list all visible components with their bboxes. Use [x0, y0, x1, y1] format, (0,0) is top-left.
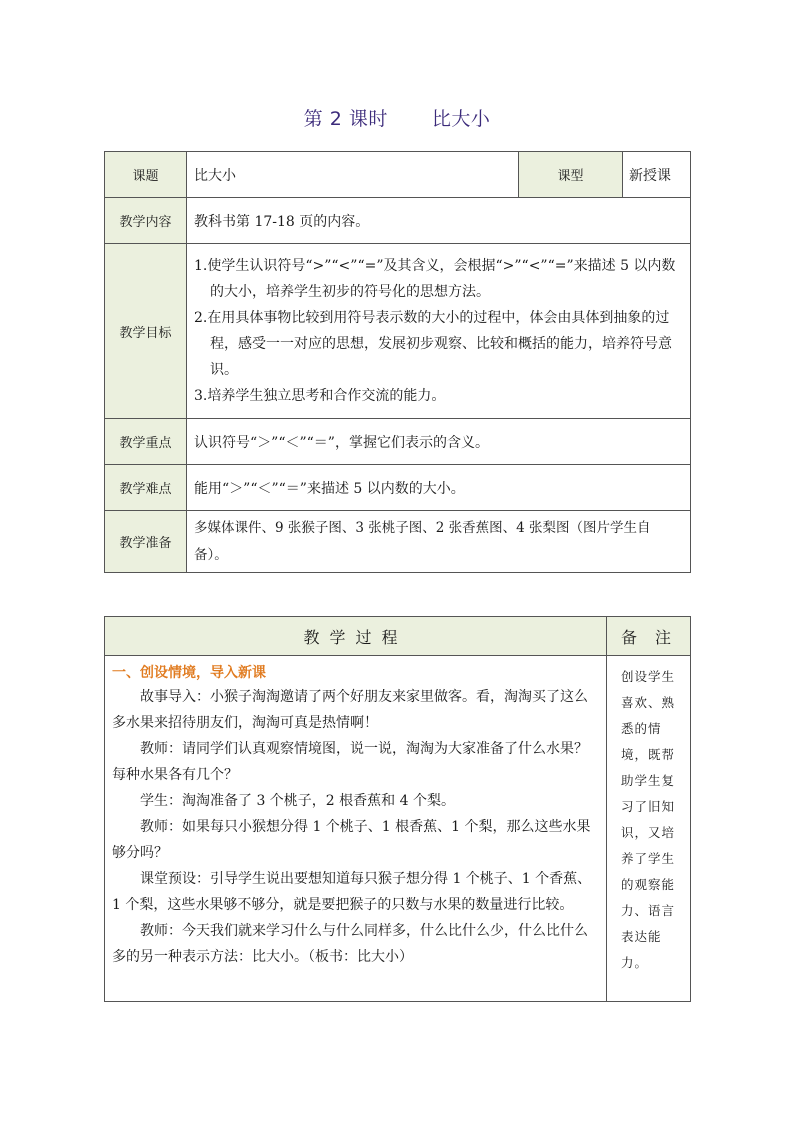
lesson-number: 第 2 课时 — [303, 108, 388, 130]
goals-label: 教学目标 — [105, 244, 187, 419]
topic-value: 比大小 — [187, 152, 519, 198]
section-title: 一、创设情境，导入新课 — [112, 665, 266, 681]
difficulty-value: 能用“＞”“＜”“＝”来描述 5 以内数的大小。 — [187, 465, 691, 511]
page-title — [0, 104, 794, 131]
process-paragraph: 学生：淘淘准备了 3 个桃子，2 根香蕉和 4 个梨。 — [140, 793, 455, 809]
lesson-topic: 比大小 — [431, 108, 491, 130]
goal-item: 1.使学生认识符号“>”“<”“=”及其含义，会根据“>”“<”“=”来描述 5 以内数的大小，培养学生初步的符号化的思想方法。 — [194, 258, 676, 300]
difficulty-label: 教学难点 — [105, 465, 187, 511]
prep-value: 多媒体课件、9 张猴子图、3 张桃子图、2 张香蕉图、4 张梨图（图片学生自备）。 — [187, 511, 691, 573]
process-paragraph: 课堂预设：引导学生说出要想知道每只猴子想分得 1 个桃子、1 个香蕉、1 个梨，这些水果够不够分，就是要把猴子的只数与水果的数量进行比较。 — [112, 871, 592, 913]
key-point-label: 教学重点 — [105, 419, 187, 465]
process-paragraph: 故事导入：小猴子淘淘邀请了两个好朋友来家里做客。看，淘淘买了这么多水果来招待朋友们，淘淘可真是热情啊！ — [112, 689, 588, 731]
process-paragraph: 教师：如果每只小猴想分得 1 个桃子、1 根香蕉、1 个梨，那么这些水果够分吗？ — [112, 819, 591, 861]
notes-content: 创设学生喜欢、熟悉的情境，既帮助学生复习了旧知识，又培养了学生的观察能力、语言表达能力。 — [607, 656, 691, 1002]
notes-header: 备注 — [607, 617, 691, 656]
content-value: 教科书第 17-18 页的内容。 — [187, 198, 691, 244]
content-label: 教学内容 — [105, 198, 187, 244]
lesson-info-table — [104, 151, 691, 573]
type-value: 新授课 — [623, 152, 691, 198]
type-label: 课型 — [519, 152, 623, 198]
process-content — [105, 656, 607, 1002]
goal-item: 3.培养学生独立思考和合作交流的能力。 — [194, 388, 446, 404]
prep-label: 教学准备 — [105, 511, 187, 573]
process-paragraph: 教师：请同学们认真观察情境图，说一说，淘淘为大家准备了什么水果？每种水果各有几个？ — [112, 741, 588, 783]
goal-item: 2.在用具体事物比较到用符号表示数的大小的过程中，体会由具体到抽象的过程，感受一一对应的思想，发展初步观察、比较和概括的能力，培养符号意识。 — [194, 310, 672, 378]
goals-list — [187, 244, 691, 419]
process-paragraph: 教师：今天我们就来学习什么与什么同样多，什么比什么少，什么比什么多的另一种表示方法：比大小。（板书：比大小） — [112, 923, 588, 965]
teaching-process-table — [104, 616, 691, 1002]
key-point-value: 认识符号“＞”“＜”“＝”，掌握它们表示的含义。 — [187, 419, 691, 465]
topic-label: 课题 — [105, 152, 187, 198]
process-header: 教学过程 — [105, 617, 607, 656]
